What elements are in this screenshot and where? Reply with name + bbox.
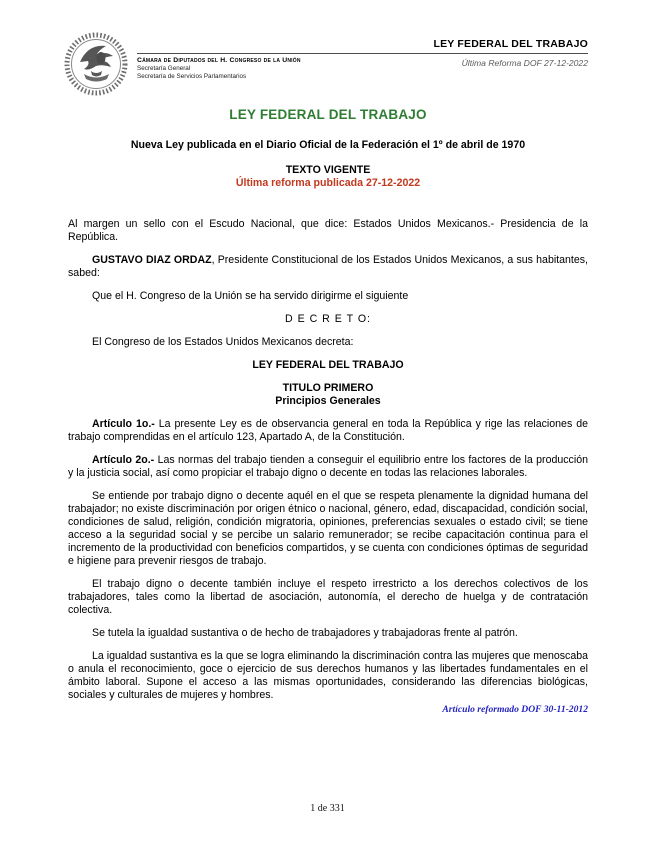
paragraph-igualdad-sustantiva: La igualdad sustantiva es la que se logra eliminando la discriminación contra las mujeres que menoscaba o anula el reconocimiento, goce o ejercicio de sus derechos humanos y las libertades fundamentales en el ámbito laboral. Supone el acceso a las mismas oportunidades, considerando las diferencias biológicas, sociales y culturales de mujeres y hombres. bbox=[68, 650, 588, 701]
last-reform-published: Última reforma publicada 27-12-2022 bbox=[235, 177, 421, 189]
publication-line: Nueva Ley publicada en el Diario Oficial de la Federación el 1º de abril de 1970 bbox=[130, 139, 526, 151]
secretariat-services: Secretaría de Servicios Parlamentarios bbox=[137, 73, 247, 80]
ley-heading: LEY FEDERAL DEL TRABAJO bbox=[252, 359, 404, 371]
chamber-block bbox=[137, 57, 301, 81]
titulo-primero-heading: TITULO PRIMERO bbox=[282, 382, 374, 394]
articulo-1-label: Artículo 1o.- bbox=[92, 418, 155, 430]
title-block bbox=[68, 107, 588, 189]
principios-generales-heading: Principios Generales bbox=[275, 395, 381, 407]
paragraph-decreta: El Congreso de los Estados Unidos Mexicanos decreta: bbox=[92, 336, 354, 348]
header-right-block bbox=[137, 31, 588, 97]
secretariat-general: Secretaría General bbox=[137, 65, 191, 72]
articulo-2-label: Artículo 2o.- bbox=[92, 454, 155, 466]
paragraph-que-congreso: Que el H. Congreso de la Unión se ha servido dirigirme el siguiente bbox=[92, 290, 409, 302]
decreto-heading: D E C R E T O: bbox=[284, 313, 371, 325]
chamber-name: Cámara de Diputados del H. Congreso de la Unión bbox=[137, 57, 301, 64]
gustavo-rest: , Presidente Constitucional de los Estados Unidos Mexicanos, a sus habitantes, sabed: bbox=[68, 254, 588, 279]
escudo-nacional-seal bbox=[63, 31, 129, 97]
paragraph-articulo-1 bbox=[68, 418, 588, 444]
paragraph-gustavo bbox=[68, 254, 588, 280]
articulo-2-text: Las normas del trabajo tienden a conseguir el equilibrio entre los factores de la producción y la justicia social, así como propiciar el trabajo digno o decente en todas las relaciones laborales. bbox=[68, 454, 588, 479]
header-subrow bbox=[137, 57, 588, 81]
header-last-reform: Última Reforma DOF 27-12-2022 bbox=[461, 58, 588, 68]
articulo-1-text: La presente Ley es de observancia general en toda la República y rige las relaciones de trabajo comprendidas en el artículo 123, Apartado A, de la Constitución. bbox=[68, 418, 588, 443]
law-main-title: LEY FEDERAL DEL TRABAJO bbox=[229, 107, 427, 122]
paragraph-trabajo-digno: Se entiende por trabajo digno o decente aquél en el que se respeta plenamente la dignidad humana del trabajador; no existe discriminación por origen étnico o nacional, género, edad, discapacidad, condición social, condiciones de salud, religión, condición migratoria, opiniones, preferencias sexuales o estado civil; se tiene acceso a la seguridad social y se percibe un salario remunerador; se recibe capacitación continua para el incremento de la productividad con beneficios compartidos, y se cuenta con condiciones óptimas de seguridad e higiene para prevenir riesgos de trabajo. bbox=[68, 490, 588, 567]
paragraph-derechos-colectivos: El trabajo digno o decente también incluye el respeto irrestricto a los derechos colectivos de los trabajadores, tales como la libertad de asociación, autonomía, el derecho de huelga y de contratación colectiva. bbox=[68, 578, 588, 616]
status-line: TEXTO VIGENTE bbox=[285, 164, 371, 176]
document-body bbox=[68, 218, 588, 716]
paragraph-al-margen: Al margen un sello con el Escudo Nacional, que dice: Estados Unidos Mexicanos.- Presidencia de la República. bbox=[68, 218, 588, 243]
page-header bbox=[63, 31, 588, 97]
paragraph-articulo-2 bbox=[68, 454, 588, 480]
paragraph-igualdad-tutela: Se tutela la igualdad sustantiva o de hecho de trabajadores y trabajadoras frente al patrón. bbox=[92, 627, 518, 639]
gustavo-name: GUSTAVO DIAZ ORDAZ bbox=[92, 254, 212, 266]
page-number: 1 de 331 bbox=[310, 803, 345, 814]
article-reform-note: Artículo reformado DOF 30-11-2012 bbox=[442, 704, 588, 715]
header-doc-title: LEY FEDERAL DEL TRABAJO bbox=[137, 38, 588, 54]
